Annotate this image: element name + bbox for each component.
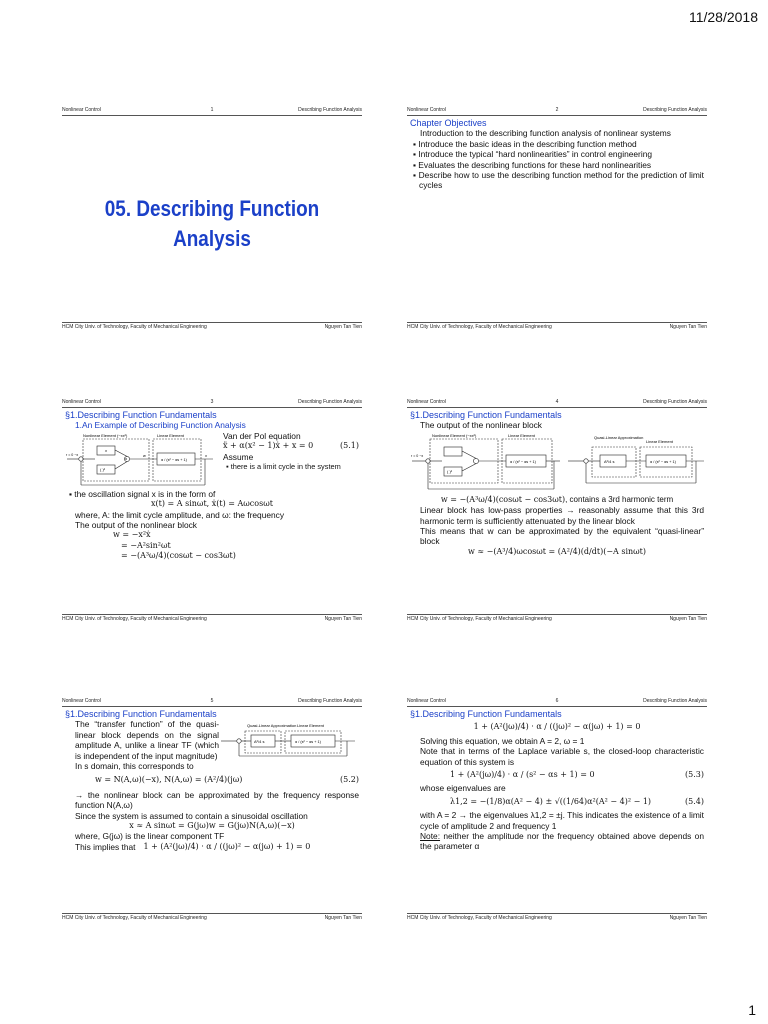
chapter-title-line2: Analysis (173, 226, 251, 251)
header-course: Nonlinear Control (62, 107, 101, 113)
linear-tf-label-2: α / (s² − αs + 1) (650, 459, 676, 464)
slide-number: 6 (555, 698, 559, 704)
slide-body (65, 709, 359, 911)
intro-text: Introduction to the describing function analysis of nonlinear systems (420, 128, 671, 139)
slide-number: 2 (555, 107, 559, 113)
harmonic-note: , contains a 3rd harmonic term (565, 494, 674, 504)
slide-6 (407, 697, 707, 923)
linear-tf-label: α / (s² − αs + 1) (295, 740, 321, 745)
linear-tf-label: α / (s² − αs + 1) (510, 459, 536, 464)
chapter-title-line1: 05. Describing Function (104, 196, 320, 221)
w-output-row (410, 495, 704, 505)
note-text: neither the amplitude nor the frequency obtained above depends on the parameter α (420, 831, 704, 852)
header-course: Nonlinear Control (62, 399, 101, 405)
footer-institution: HCM City Univ. of Technology, Faculty of Mechanical Engineering (62, 915, 207, 921)
slide-footer (62, 913, 362, 923)
slide-header (62, 697, 362, 707)
signal-x-label: x (205, 452, 207, 458)
assume-text: there is a limit cycle in the system (230, 462, 341, 472)
eq53-row (410, 767, 704, 783)
implies-row (65, 842, 359, 852)
slide-2 (407, 106, 707, 332)
slide-header (407, 106, 707, 116)
quasi-linear-label: Quasi-Linear Approximation (247, 723, 297, 729)
footer-author: Nguyen Tan Tien (669, 616, 707, 622)
x-equation: x(t) = A sinωt, ẋ(t) = Aωcosωt (151, 499, 273, 509)
page-date: 11/28/2018 (688, 9, 758, 25)
footer-author: Nguyen Tan Tien (669, 324, 707, 330)
limit-cycle-text: with A = 2 → the eigenvalues λ1,2 = ±j. This indicates the existence of a limit cycle of amplitude 2 and frequency 1 (420, 810, 704, 831)
objective-text: Introduce the typical “hard nonlinearities” in control engineering (418, 149, 653, 160)
characteristic-equation: 1 + (A²(jω)/4) · α / ((jω)² − α(jω) + 1) = 0 (473, 722, 641, 732)
diagram-row (65, 431, 359, 489)
implies-text: This implies that (75, 841, 136, 852)
footer-author: Nguyen Tan Tien (324, 324, 362, 330)
objective-item: ▪ Introduce the basic ideas in the describing function method (413, 138, 637, 149)
header-topic: Describing Function Analysis (643, 107, 707, 113)
linear-element-label: Linear Element (157, 432, 184, 438)
slide-subheading: 1.An Example of Describing Function Analysis (75, 420, 246, 431)
linear-tf-text: where, G(jω) is the linear component TF (75, 831, 225, 842)
nonlinear-element-label: Nonlinear Element (−xx²) (83, 432, 128, 438)
note-label: Note: (420, 831, 441, 842)
slide-heading: §1.Describing Function Fundamentals (65, 410, 217, 420)
output-text: The output of the nonlinear block (75, 520, 197, 531)
header-topic: Describing Function Analysis (298, 698, 362, 704)
slide-heading: §1.Describing Function Fundamentals (410, 709, 562, 719)
header-topic: Describing Function Analysis (643, 399, 707, 405)
vdp-equation-row (223, 441, 359, 451)
slide-number: 4 (555, 399, 559, 405)
eq54-row (410, 794, 704, 810)
linear-element-label: Linear Element (297, 723, 324, 729)
closed-loop-equation: 1 + (A²(jω)/4) · α / (s² − αs + 1) = 0 (450, 770, 595, 780)
nonlinear-element-label: Nonlinear Element (−xx²) (432, 432, 477, 438)
describing-function-equation: w = N(A,ω)(−x), N(A,ω) = (A²/4)(jω) (95, 775, 243, 785)
svg-text:x: x (105, 447, 107, 453)
objective-item: ▪ Evaluates the describing functions for these hard nonlinearities (413, 159, 652, 170)
footer-institution: HCM City Univ. of Technology, Faculty of Mechanical Engineering (407, 616, 552, 622)
s-domain-text: In s domain, this corresponds to (75, 761, 194, 772)
slide-header (407, 398, 707, 408)
w-equation-1: w = −x²ẋ (113, 530, 151, 540)
header-topic: Describing Function Analysis (298, 399, 362, 405)
slide-heading: §1.Describing Function Fundamentals (410, 410, 562, 420)
header-course: Nonlinear Control (407, 698, 446, 704)
oscillation-equation: x ≈ A sinωt = G(jω)w = G(jω)N(A,ω)(−x) (129, 821, 295, 831)
quasi-linear-tf: A²/4 s (604, 458, 615, 464)
objective-item: ▪ Describe how to use the describing function method for the prediction of limit cycles (413, 170, 704, 191)
objective-text: Describe how to use the describing function method for the prediction of limit cycles (418, 170, 704, 191)
footer-institution: HCM City Univ. of Technology, Faculty of Mechanical Engineering (62, 616, 207, 622)
header-course: Nonlinear Control (62, 698, 101, 704)
w-equation-2: = −A²sin²ωt (121, 540, 171, 550)
slide-footer (407, 322, 707, 332)
header-course: Nonlinear Control (407, 399, 446, 405)
header-topic: Describing Function Analysis (298, 107, 362, 113)
quasi-linear-diagram (219, 719, 359, 759)
characteristic-equation: 1 + (A²(jω)/4) · α / ((jω)² − α(jω) + 1) = 0 (143, 841, 311, 851)
footer-institution: HCM City Univ. of Technology, Faculty of Mechanical Engineering (407, 324, 552, 330)
slide-header (62, 106, 362, 116)
sinusoid-text: Since the system is assumed to contain a sinusoidal oscillation (75, 810, 308, 821)
assume-item: ▪ there is a limit cycle in the system (226, 462, 341, 472)
slide-body (410, 410, 704, 612)
solution-text: Solving this equation, we obtain A = 2, ω = 1 (420, 735, 585, 746)
slide-3 (62, 398, 362, 624)
intro-text: The output of the nonlinear block (420, 420, 542, 431)
square-block-label: ( )² (100, 466, 106, 472)
linear-tf-label: α / (s² − αs + 1) (161, 457, 187, 462)
slide-header (62, 398, 362, 408)
quasi-linear-tf: A²/4 s (254, 739, 265, 745)
approximation-text: → the nonlinear block can be approximated by the frequency response function N(A,ω) (75, 789, 359, 811)
footer-institution: HCM City Univ. of Technology, Faculty of Mechanical Engineering (62, 324, 207, 330)
tf-description: The “transfer function” of the quasi-linear block depends on the signal amplitude A, unlike a linear TF (which is independent of the input magnitude) (75, 719, 219, 761)
slide-number: 3 (210, 399, 214, 405)
vdp-equation: ẍ + α(x² − 1)ẋ + x = 0 (223, 441, 314, 451)
reference-label: r = 0 −x (411, 453, 424, 458)
eigenvalue-equation: λ1,2 = −(1/8)α(A² − 4) ± √((1/64)α²(A² − 4)² − 1) (450, 796, 652, 806)
osc-text: the oscillation signal x is in the form of (74, 488, 216, 499)
footer-author: Nguyen Tan Tien (324, 616, 362, 622)
tf-row (65, 719, 359, 771)
slide-footer (407, 913, 707, 923)
linear-element-label: Linear Element (508, 432, 535, 438)
slide-heading: §1.Describing Function Fundamentals (65, 709, 217, 719)
note-row (410, 831, 704, 852)
eigenvalue-intro: whose eigenvalues are (420, 783, 506, 794)
where-text: where, A: the limit cycle amplitude, and ω: the frequency (75, 509, 285, 520)
square-block-label: ( )² (447, 468, 453, 474)
header-topic: Describing Function Analysis (643, 698, 707, 704)
lowpass-text: Linear block has low-pass properties → reasonably assume that this 3rd harmonic term is sufficiently attenuated by the linear block (420, 505, 704, 526)
vdp-label: Van der Pol equation (223, 430, 301, 441)
slide-4 (407, 398, 707, 624)
block-diagram-pair (410, 431, 704, 495)
objective-item: ▪ Introduce the typical “hard nonlinearities” in control engineering (413, 149, 653, 160)
slide-heading: Chapter Objectives (410, 118, 487, 128)
slide-number: 5 (210, 698, 214, 704)
equation-number: (5.3) (685, 770, 704, 780)
header-course: Nonlinear Control (407, 107, 446, 113)
slide-5 (62, 697, 362, 923)
equation-number: (5.4) (685, 796, 704, 806)
slide-number: 1 (210, 107, 214, 113)
footer-institution: HCM City Univ. of Technology, Faculty of Mechanical Engineering (407, 915, 552, 921)
footer-author: Nguyen Tan Tien (669, 915, 707, 921)
eq52-row (65, 771, 359, 789)
vdp-block (215, 431, 359, 489)
quasi-linear-label: Quasi-Linear Approximation (594, 434, 644, 440)
assume-label: Assume (223, 451, 254, 462)
chapter-title (83, 194, 341, 254)
linear-element-label-2: Linear Element (646, 438, 673, 444)
w-equation-3: = −(A³ω/4)(cosωt − cos3ωt) (121, 551, 236, 561)
laplace-text: Note that in terms of the Laplace variable s, the closed-loop characteristic equation of this system is (420, 746, 704, 767)
equation-number: (5.1) (340, 441, 359, 451)
slide-footer (62, 322, 362, 332)
slide-body (410, 709, 704, 911)
slide-body (65, 410, 359, 612)
osc-item: ▪ the oscillation signal x is in the form of (69, 488, 216, 499)
svg-text:×: × (124, 456, 128, 462)
objective-text: Evaluates the describing functions for these hard nonlinearities (418, 159, 652, 170)
w-equation: w = −(A³ω/4)(cosωt − cos3ωt) (440, 494, 566, 504)
quasi-linear-text: This means that w can be approximated by the equivalent “quasi-linear” block (420, 526, 704, 547)
slide-footer (407, 614, 707, 624)
approx-equation: w ≈ −(A³/4)ωcosωt = (A²/4)(d/dt)(−A sinωt) (467, 546, 647, 556)
objective-text: Introduce the basic ideas in the describing function method (418, 138, 637, 149)
reference-label: r = 0 −x (66, 452, 79, 457)
slide-header (407, 697, 707, 707)
slide-body (410, 118, 704, 320)
slide-footer (62, 614, 362, 624)
equation-number: (5.2) (340, 775, 359, 785)
signal-w-label: w (143, 452, 146, 458)
page-number: 1 (748, 1002, 756, 1018)
block-diagram (65, 431, 215, 489)
footer-author: Nguyen Tan Tien (324, 915, 362, 921)
tf-text-block (65, 719, 219, 771)
slide-1 (62, 106, 362, 332)
